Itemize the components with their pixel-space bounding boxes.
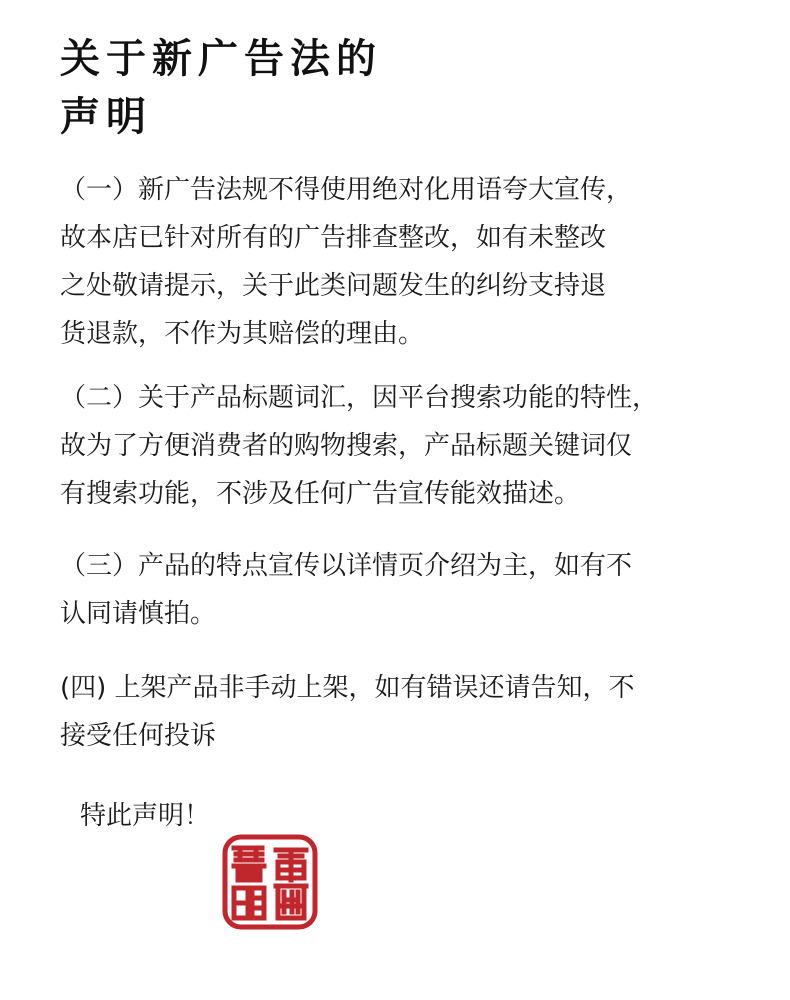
clause-1-line: 货退款，不作为其赔偿的理由。	[60, 319, 425, 349]
clause-3-line: 认同请慎拍。	[60, 599, 217, 629]
clause-2-line: 有搜索功能，不涉及任何广告宣传能效描述。	[60, 479, 581, 509]
clause-1-line: 之处敬请提示，关于此类问题发生的纠纷支持退	[60, 271, 607, 301]
clause-4-line: (四) 上架产品非手动上架，如有错误还请告知，不	[60, 673, 635, 703]
clause-4	[60, 664, 740, 760]
closing-statement: 特此声明！	[80, 801, 211, 831]
clause-3	[60, 542, 740, 638]
clause-2-line: 故为了方便消费者的购物搜索，产品标题关键词仅	[60, 431, 633, 461]
clause-1-line: 故本店已针对所有的广告排查整改，如有未整改	[60, 223, 607, 253]
clause-2	[60, 374, 740, 518]
title-line-2: 声明	[60, 94, 152, 140]
clause-4-line: 接受任何投诉	[60, 721, 217, 751]
red-seal-stamp	[222, 834, 318, 930]
page-title	[60, 30, 382, 146]
clause-3-line: （三）产品的特点宣传以详情页介绍为主，如有不	[60, 551, 633, 581]
title-line-1: 关于新广告法的	[60, 36, 382, 82]
clause-1	[60, 166, 740, 358]
clause-1-line: （一）新广告法规不得使用绝对化用语夸大宣传，	[60, 175, 633, 205]
clause-2-line: （二）关于产品标题词汇，因平台搜索功能的特性，	[60, 383, 659, 413]
